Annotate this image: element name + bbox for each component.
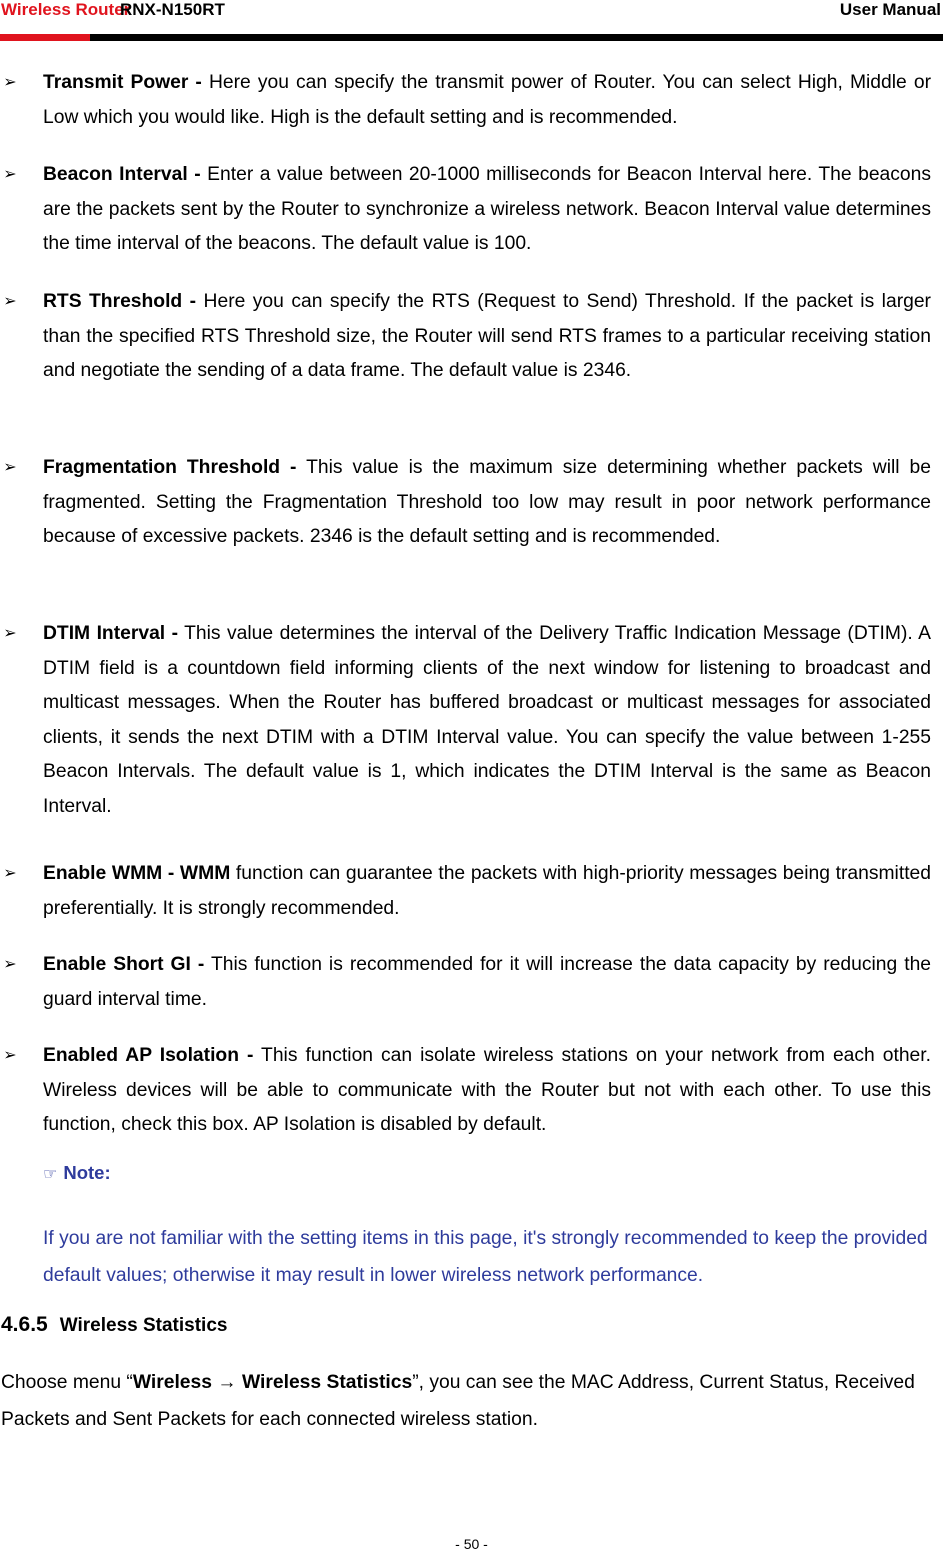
arrow-bullet-icon: ➢	[3, 293, 17, 310]
section-heading	[1, 1313, 227, 1337]
bullet-description: This value is the maximum size determining whether packets will be fragmented. Setting the Fragmentation Threshold too low may result in poor network performance because of excessive packets. 2346 is the default setting and is recommended.	[43, 457, 931, 547]
header-manual-title: User Manual	[839, 0, 941, 19]
arrow-bullet-icon: ➢	[3, 74, 17, 91]
bullet-description: This value determines the interval of the Delivery Traffic Indication Message (DTIM). A DTIM field is a countdown field informing clients of the next window for listening to broadcast and multicast messages. When the Router has buffered broadcast or multicast messages for associated clients, it sends the next DTIM with a DTIM Interval value. You can specify the value between 1-255 Beacon Intervals. The default value is 1, which indicates the DTIM Interval is the same as Beacon Interval.	[43, 623, 932, 817]
section-title: Wireless Statistics	[59, 1315, 228, 1336]
bullet-term: RTS Threshold -	[43, 291, 197, 312]
bullet-text	[43, 1039, 931, 1143]
arrow-bullet-icon: ➢	[3, 625, 17, 642]
bullet-text	[43, 158, 931, 262]
bullet-description: This function can isolate wireless stations on your network from each other. Wireless devices will be able to communicate with the Router but not with each other. To use this function, check this box. AP Isolation is disabled by default.	[43, 1045, 931, 1135]
arrow-bullet-icon: ➢	[3, 956, 17, 973]
bullet-text	[43, 948, 931, 1017]
page-number: - 50 -	[455, 1536, 488, 1552]
note-text: If you are not familiar with the setting items in this page, it's strongly recommended to keep the provided default values; otherwise it may result in lower wireless network performance.	[43, 1228, 928, 1286]
paragraph-pre: Choose menu “	[1, 1372, 133, 1393]
header-model: RNX-N150RT	[120, 0, 225, 19]
pointing-hand-icon: ☞	[43, 1166, 58, 1183]
bullet-text	[43, 451, 931, 555]
arrow-bullet-icon: ➢	[3, 865, 17, 882]
bullet-text	[43, 285, 931, 389]
bullet-term: Transmit Power -	[43, 72, 202, 93]
arrow-bullet-icon: ➢	[3, 459, 17, 476]
arrow-bullet-icon: ➢	[3, 166, 17, 183]
note-label: Note:	[63, 1162, 111, 1183]
menu-wireless: Wireless	[132, 1372, 212, 1393]
bullet-description: This function is recommended for it will increase the data capacity by reducing the guard interval time.	[43, 954, 932, 1010]
note-heading	[43, 1162, 111, 1184]
page-header	[0, 0, 943, 44]
menu-wireless-statistics: Wireless Statistics	[241, 1372, 413, 1393]
header-rule-red	[0, 34, 90, 41]
bullet-description: function can guarantee the packets with high-priority messages being transmitted preferentially. It is strongly recommended.	[43, 863, 931, 919]
arrow-bullet-icon: ➢	[3, 1047, 17, 1064]
bullet-text	[43, 66, 931, 135]
bullet-term: Enabled AP Isolation -	[43, 1045, 254, 1066]
header-rule-black	[90, 34, 943, 41]
bullet-term: Enable WMM - WMM	[43, 863, 231, 884]
bullet-text	[43, 617, 931, 824]
section-number: 4.6.5	[1, 1313, 48, 1336]
bullet-description: Here you can specify the RTS (Request to Send) Threshold. If the packet is larger than the specified RTS Threshold size, the Router will send RTS frames to a particular receiving station and negotiate the sending of a data frame. The default value is 2346.	[43, 291, 931, 381]
bullet-term: Fragmentation Threshold -	[43, 457, 297, 478]
paragraph-post: ”, you can see the MAC Address, Current Status, Received Packets and Sent Packets for each connected wireless station.	[1, 1372, 915, 1430]
bullet-term: DTIM Interval -	[43, 623, 179, 644]
bullet-text	[43, 857, 931, 926]
bullet-description: Here you can specify the transmit power of Router. You can select High, Middle or Low which you would like. High is the default setting and is recommended.	[43, 72, 931, 128]
menu-arrow: →	[211, 1372, 242, 1393]
header-brand: Wireless Router	[1, 0, 131, 19]
body-paragraph	[1, 1364, 941, 1438]
bullet-description: Enter a value between 20-1000 milliseconds for Beacon Interval here. The beacons are the packets sent by the Router to synchronize a wireless network. Beacon Interval value determines the time interval of the beacons. The default value is 100.	[43, 164, 932, 254]
bullet-term: Beacon Interval -	[43, 164, 201, 185]
bullet-term: Enable Short GI -	[43, 954, 205, 975]
